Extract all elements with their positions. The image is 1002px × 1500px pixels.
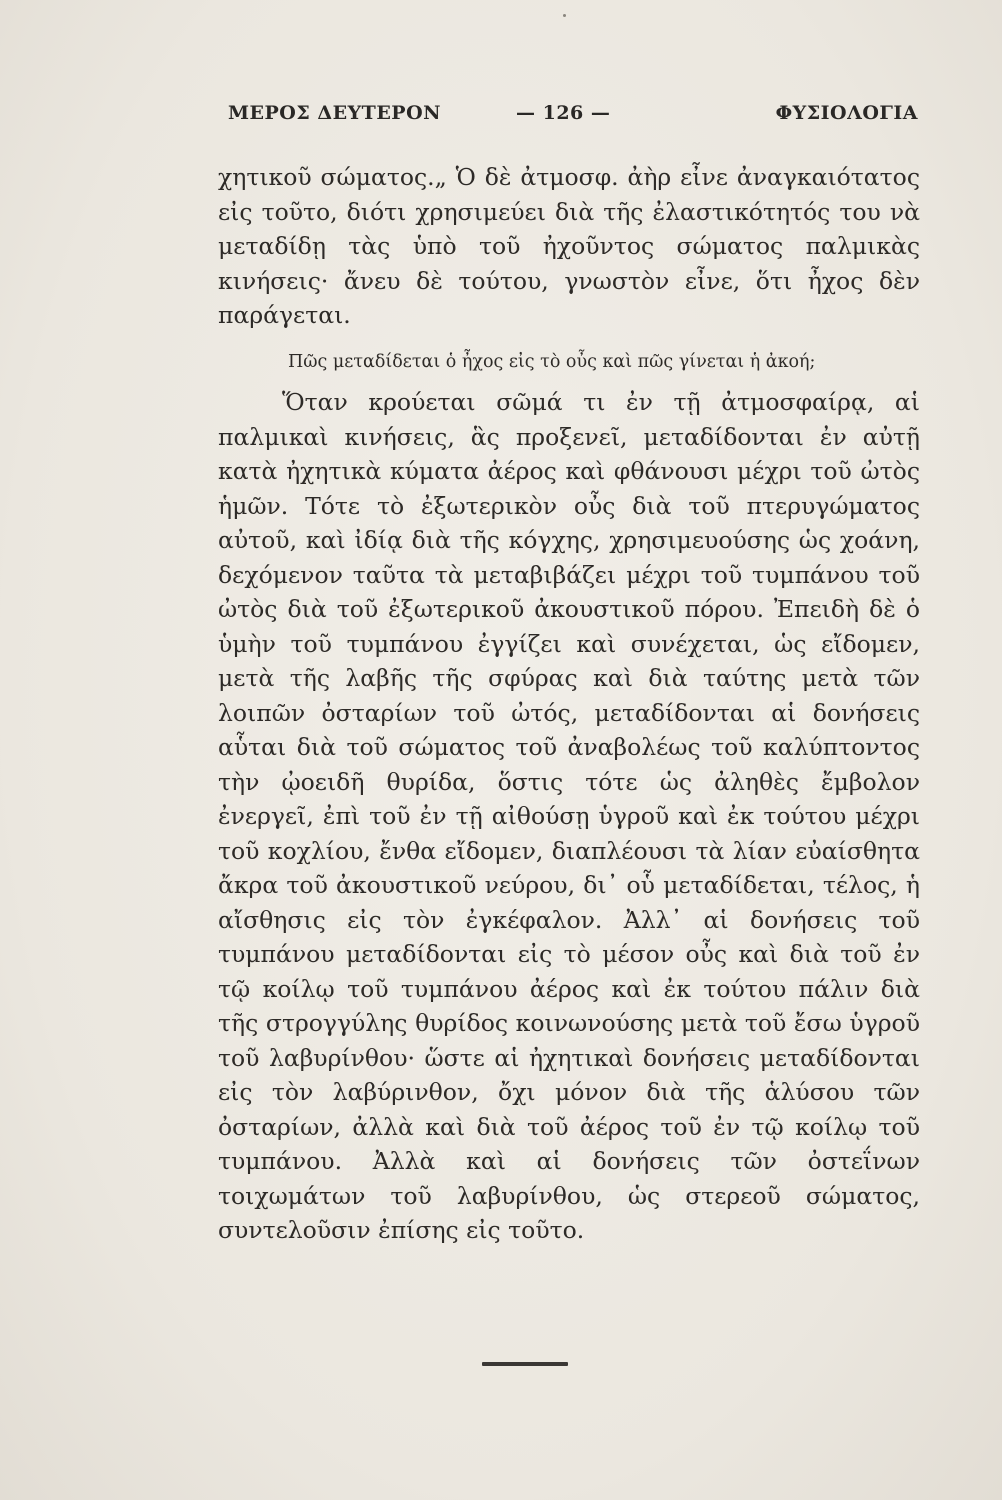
running-header — [228, 102, 918, 136]
section-question-heading: Πῶς μεταδίδεται ὁ ἦχος εἰς τὸ οὖς καὶ πῶς γίνεται ἡ ἀκοή; — [288, 352, 816, 372]
body-paragraph-2: Ὅταν κρούεται σῶμά τι ἐν τῇ ἀτμοσφαίρᾳ, αἱ παλμικαὶ κινήσεις, ἃς προξενεῖ, μεταδίδονται ἐν αὐτῇ κατὰ ἠχητικὰ κύματα ἀέρος καὶ φθάνουσι μέχρι τοῦ ὠτὸς ἡμῶν. Τότε τὸ ἐξωτερικὸν οὖς διὰ τοῦ πτερυγώματος αὐτοῦ, καὶ ἰδίᾳ διὰ τῆς κόγχης, χρησιμευούσης ὡς χοάνη, δεχόμενον ταῦτα τὰ μεταβιβάζει μέχρι τοῦ τυμπάνου τοῦ ὠτὸς διὰ τοῦ ἐξωτερικοῦ ἀκουστικοῦ πόρου. Ἐπειδὴ δὲ ὁ ὑμὴν τοῦ τυμπάνου ἐγγίζει καὶ συνέχεται, ὡς εἴδομεν, μετὰ τῆς λαβῆς τῆς σφύρας καὶ διὰ ταύτης μετὰ τῶν λοιπῶν ὀσταρίων τοῦ ὠτός, μεταδίδονται αἱ δονήσεις αὗται διὰ τοῦ σώματος τοῦ ἀναβολέως τοῦ καλύπτοντος τὴν ᾠοειδῆ θυρίδα, ὅστις τότε ὡς ἀληθὲς ἔμβολον ἐνεργεῖ, ἐπὶ τοῦ ἐν τῇ αἰθούσῃ ὑγροῦ καὶ ἐκ τούτου μέχρι τοῦ κοχλίου, ἔνθα εἴδομεν, διαπλέουσι τὰ λίαν εὐαίσθητα ἄκρα τοῦ ἀκουστικοῦ νεύρου, δι᾽ οὗ μεταδίδεται, τέλος, ἡ αἴσθησις εἰς τὸν ἐγκέφαλον. Ἀλλ᾽ αἱ δονήσεις τοῦ τυμπάνου μεταδίδονται εἰς τὸ μέσον οὖς καὶ διὰ τοῦ ἐν τῷ κοίλῳ τοῦ τυμπάνου ἀέρος καὶ ἐκ τούτου πάλιν διὰ τῆς στρογγύλης θυρίδος κοινωνούσης μετὰ τοῦ ἔσω ὑγροῦ τοῦ λαβυρίνθου· ὥστε αἱ ἠχητικαὶ δονήσεις μεταδίδονται εἰς τὸν λαβύρινθον, ὄχι μόνον διὰ τῆς ἁλύσου τῶν ὀσταρίων, ἀλλὰ καὶ διὰ τοῦ ἀέρος τοῦ ἐν τῷ κοίλῳ τοῦ τυμπάνου. Ἀλλὰ καὶ αἱ δονήσεις τῶν ὀστεΐνων τοιχωμάτων τοῦ λαβυρίνθου, ὡς στερεοῦ σώματος, συντελοῦσιν ἐπίσης εἰς τοῦτο. — [218, 388, 920, 1244]
end-rule-divider — [482, 1362, 568, 1366]
header-section-title: ΜΕΡΟΣ ΔΕΥΤΕΡΟΝ — [228, 102, 442, 124]
print-speck — [563, 14, 566, 17]
header-subject-title: ΦΥΣΙΟΛΟΓΙΑ — [775, 102, 918, 124]
header-page-number: — 126 — — [516, 102, 611, 124]
body-paragraph-1: χητικοῦ σώματος.„ Ὁ δὲ ἀτμοσφ. ἀὴρ εἶνε ἀναγκαιότατος εἰς τοῦτο, διότι χρησιμεύει διὰ τῆς ἐλαστικότητός του νὰ μεταδίδῃ τὰς ὑπὸ τοῦ ἠχοῦντος σώματος παλμικὰς κινήσεις· ἄνευ δὲ τούτου, γνωστὸν εἶνε, ὅτι ἦχος δὲν παράγεται. — [218, 163, 920, 329]
